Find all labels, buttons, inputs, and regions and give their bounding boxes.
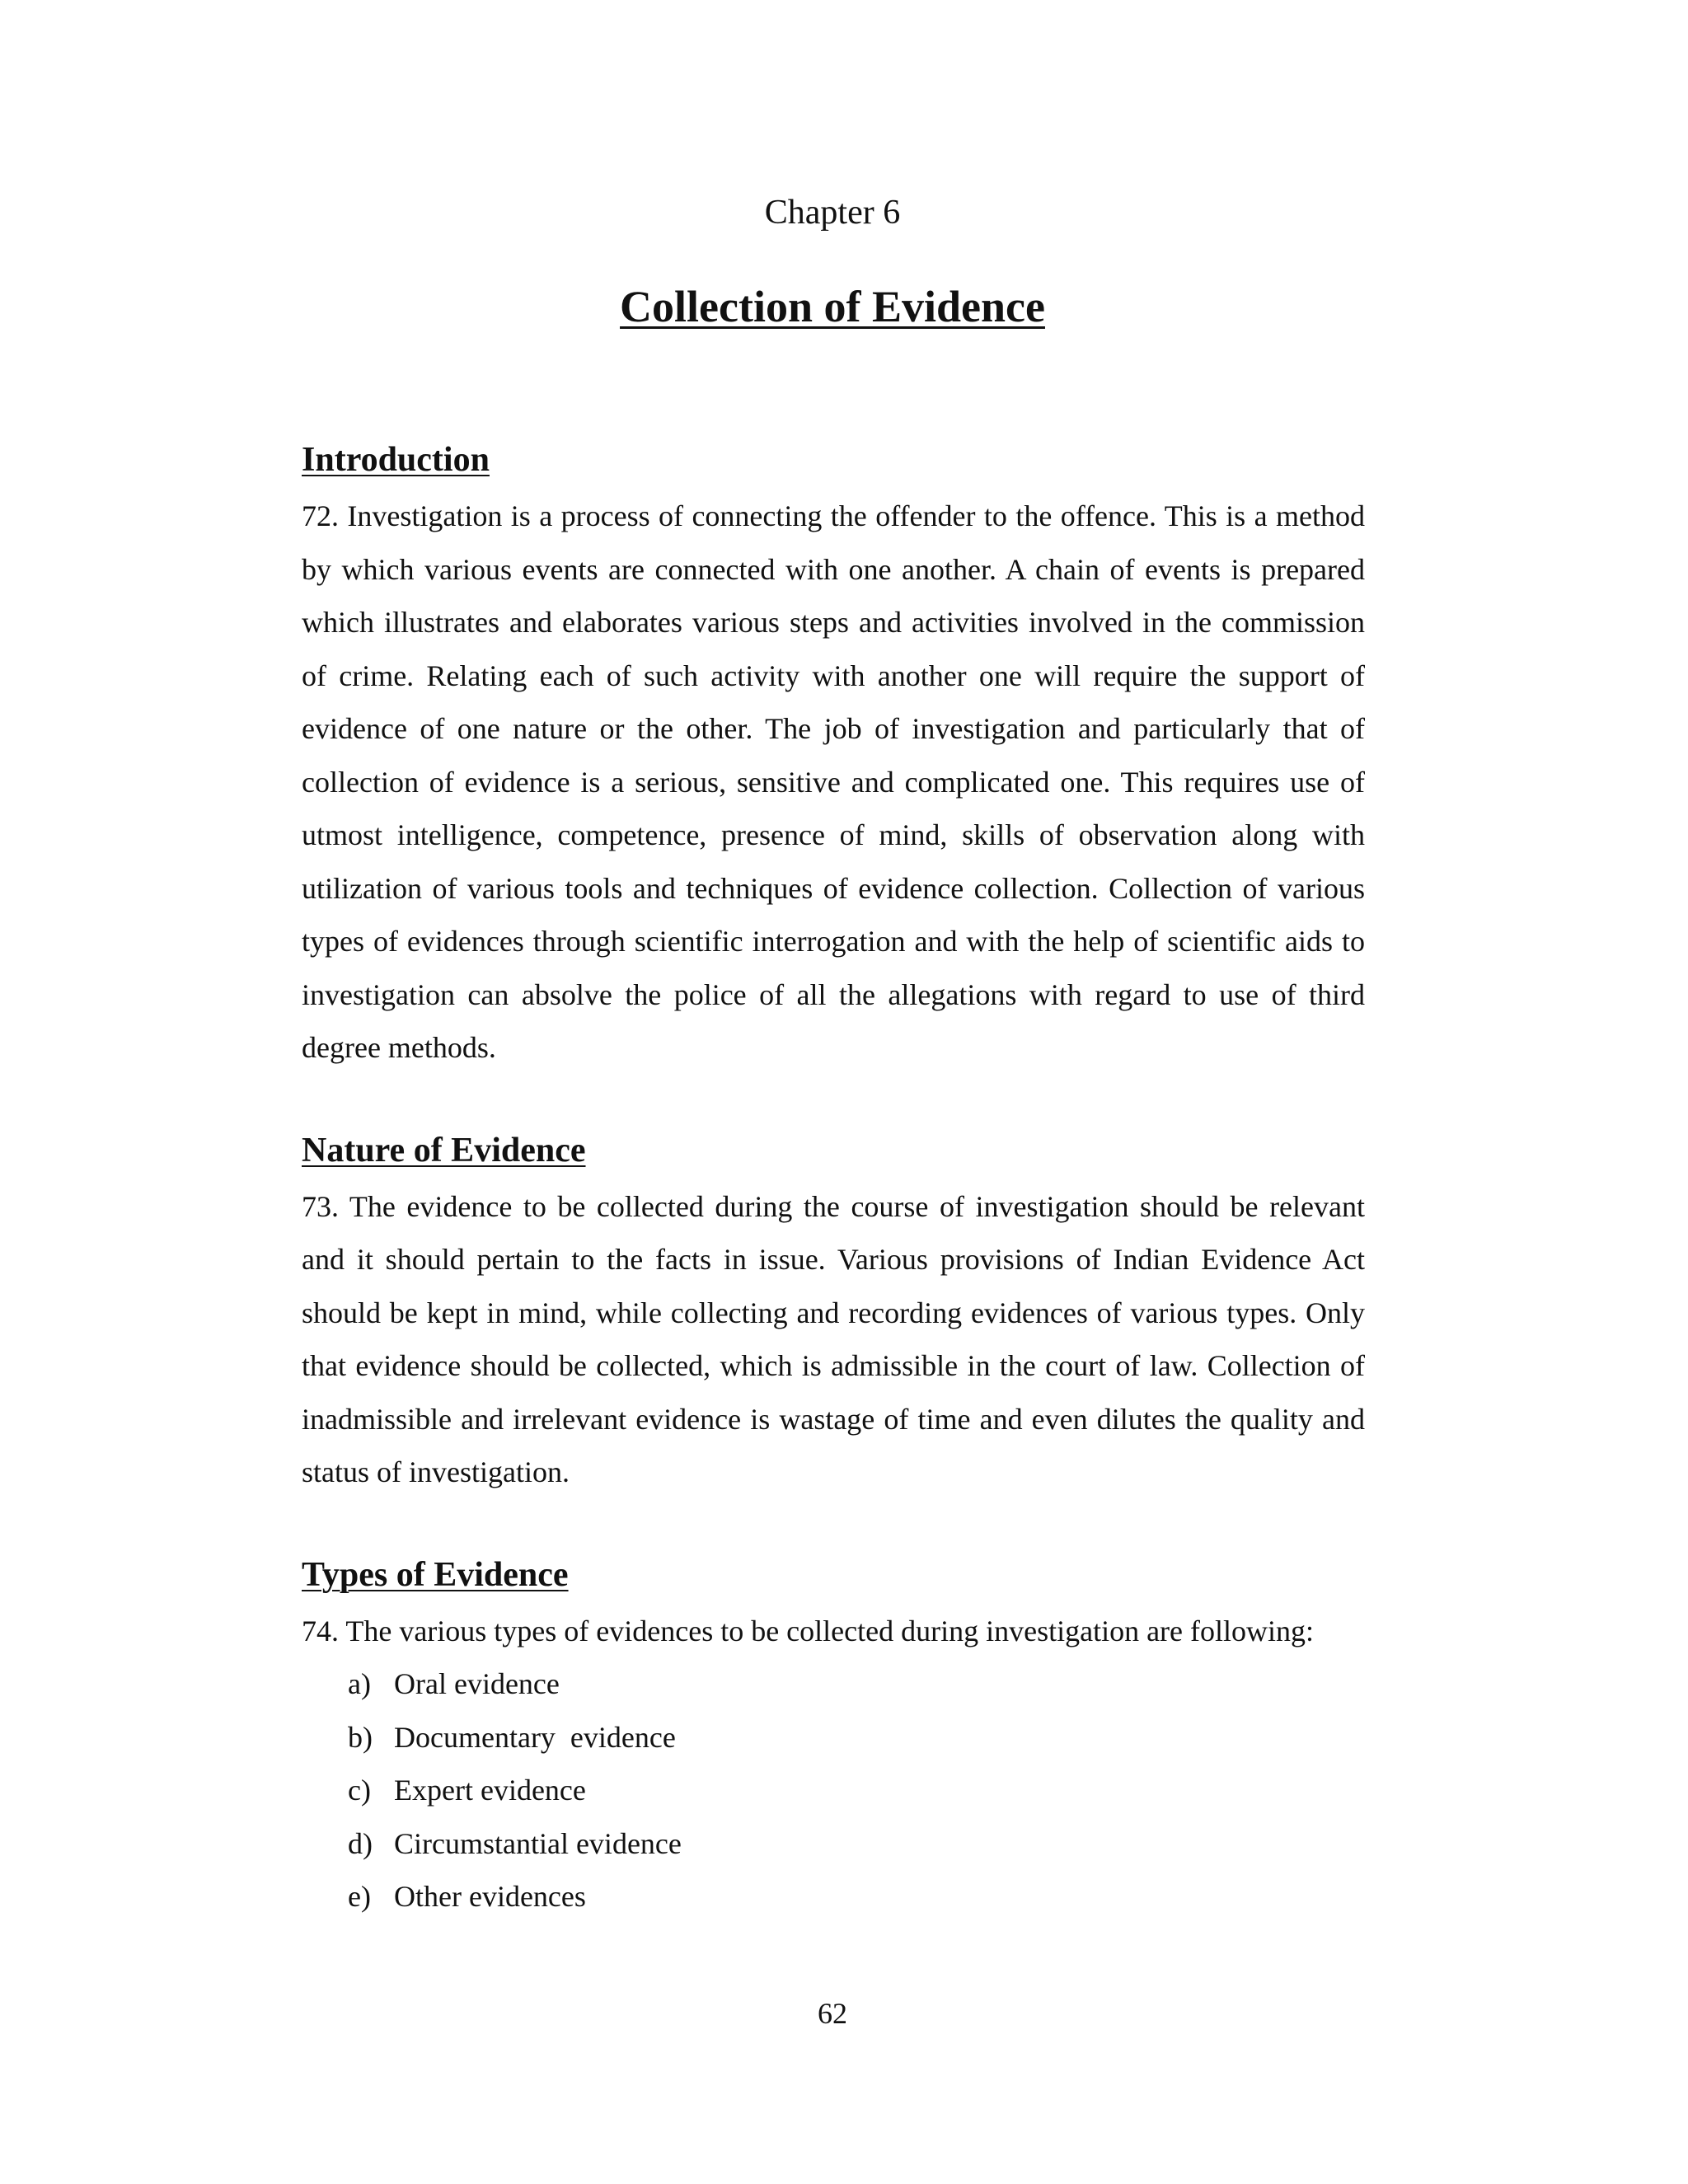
list-item-text: Circumstantial evidence xyxy=(394,1826,682,1860)
section-types-of-evidence xyxy=(302,1545,1365,1924)
section-heading: Introduction xyxy=(302,441,490,479)
list-item-text: Other evidences xyxy=(394,1880,586,1913)
paragraph-74: 74. The various types of evidences to be collected during investigation are following: xyxy=(302,1614,1315,1647)
chapter-title: Collection of Evidence xyxy=(620,282,1045,331)
section-introduction xyxy=(302,430,1365,1075)
list-marker: e) xyxy=(348,1880,371,1913)
evidence-types-list xyxy=(302,1657,1365,1924)
chapter-label: Chapter 6 xyxy=(764,194,901,232)
list-item xyxy=(302,1711,1365,1765)
paragraph-72: 72. Investigation is a process of connecting the offender to the offence. This is a method by which various events are connected with one another. A chain of events is prepared which illustrates and elaborates various steps and activities involved in the commission of crime. Relating each of such activity with another one will require the support of evidence of one nature or the other. The job of investigation and particularly that of collection of evidence is a serious, sensitive and complicated one. This requires use of utmost intelligence, competence, presence of mind, skills of observation along with utilization of various tools and techniques of evidence collection. Collection of various types of evidences through scientific interrogation and with the help of scientific aids to investigation can absolve the police of all the allegations with regard to use of third degree methods. xyxy=(302,499,1365,1064)
section-heading: Nature of Evidence xyxy=(302,1131,586,1169)
section-nature-of-evidence xyxy=(302,1121,1365,1499)
paragraph-73: 73. The evidence to be collected during the course of investigation should be relevant and it should pertain to the facts in issue. Various provisions of Indian Evidence Act should be kept in mind, while collecting and recording evidences of various types. Only that evidence should be collected, which is admissible in the court of law. Collection of inadmissible and irrelevant evidence is wastage of time and even dilutes the quality and status of investigation. xyxy=(302,1189,1365,1488)
list-item xyxy=(302,1817,1365,1871)
list-marker: b) xyxy=(348,1720,373,1754)
section-heading: Types of Evidence xyxy=(302,1555,569,1594)
page-number: 62 xyxy=(818,1997,847,2030)
chapter-content xyxy=(302,430,1365,1924)
list-item xyxy=(302,1764,1365,1817)
list-marker: c) xyxy=(348,1774,371,1807)
list-item xyxy=(302,1870,1365,1924)
list-marker: d) xyxy=(348,1826,373,1860)
list-item-text: Expert evidence xyxy=(394,1774,586,1807)
list-marker: a) xyxy=(348,1667,371,1700)
list-item xyxy=(302,1657,1365,1711)
list-item-text: Documentary evidence xyxy=(394,1720,676,1754)
list-item-text: Oral evidence xyxy=(394,1667,560,1700)
